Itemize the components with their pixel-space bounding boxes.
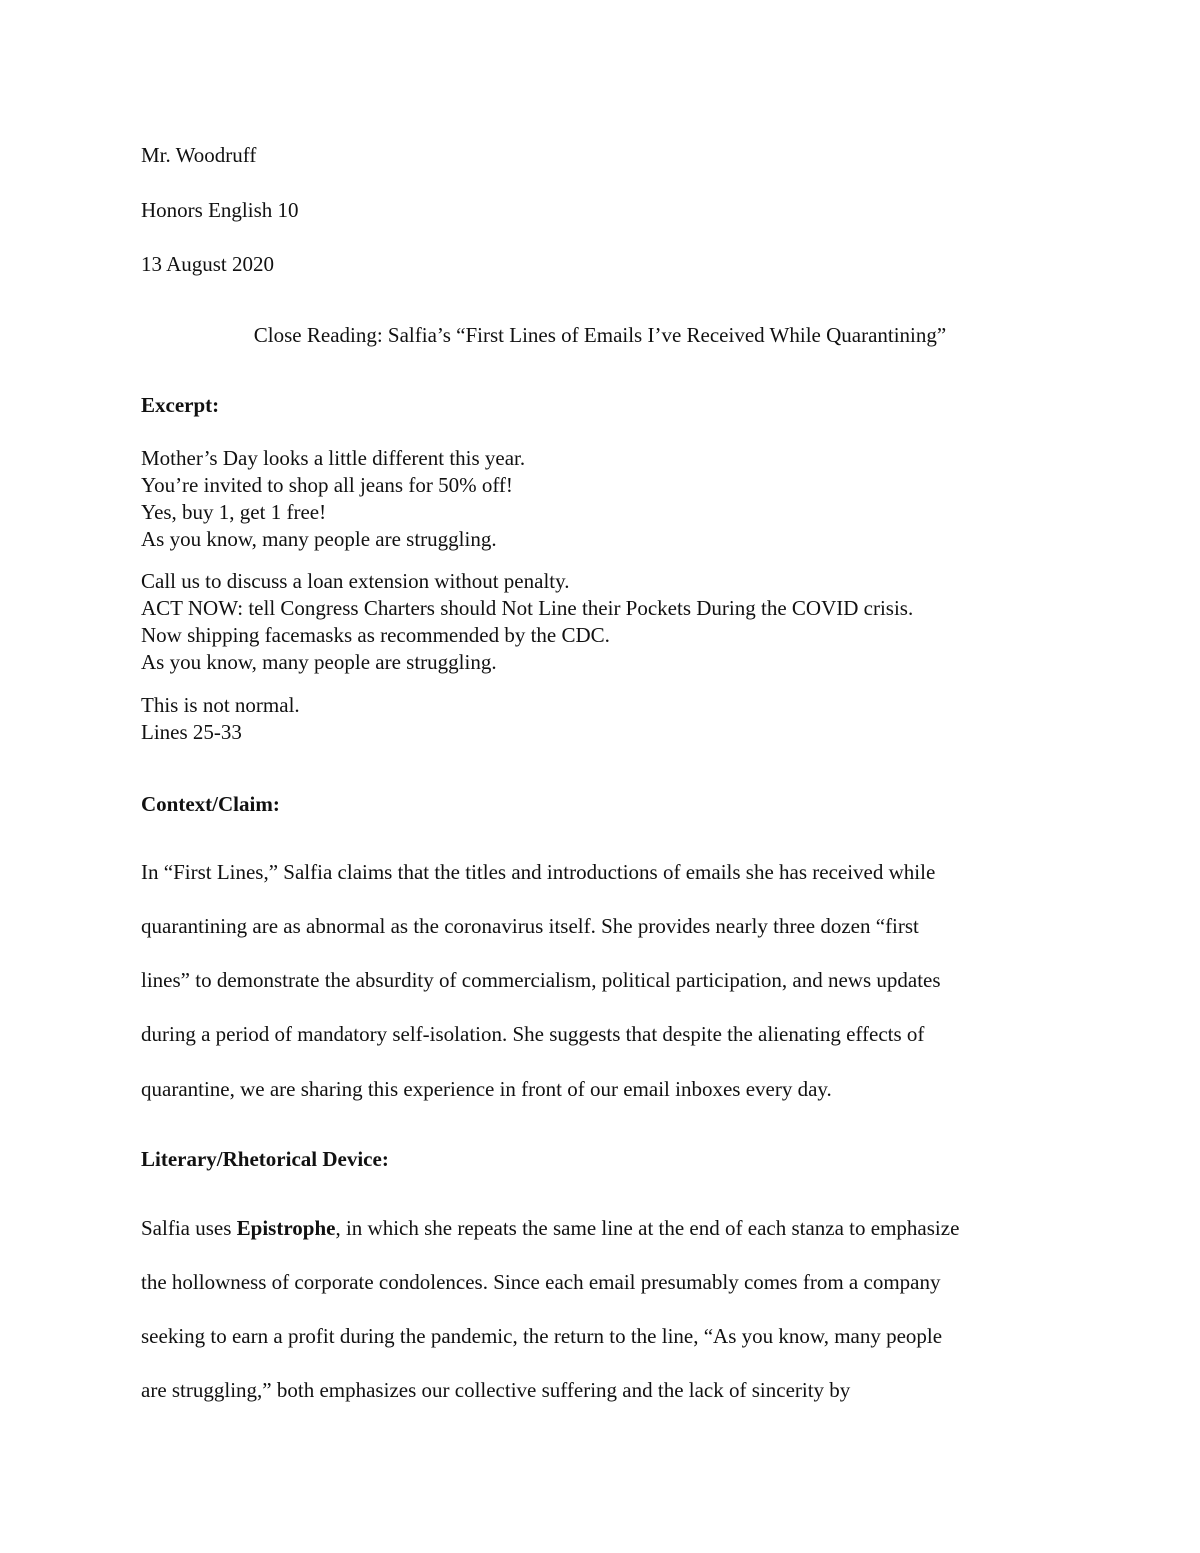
excerpt-line: Now shipping facemasks as recommended by the CDC. [141, 623, 610, 647]
device-line: the hollowness of corporate condolences. Since each email presumably comes from a company [141, 1270, 941, 1294]
excerpt-heading: Excerpt: [141, 393, 220, 417]
device-line: are struggling,” both emphasizes our collective suffering and the lack of sincerity by [141, 1378, 851, 1402]
context-heading: Context/Claim: [141, 792, 280, 816]
context-line: during a period of mandatory self-isolation. She suggests that despite the alienating effects of [141, 1022, 925, 1046]
excerpt-line: As you know, many people are struggling. [141, 527, 497, 551]
excerpt-line: Mother’s Day looks a little different this year. [141, 446, 526, 470]
page-title: Close Reading: Salfia’s “First Lines of Emails I’ve Received While Quarantining” [253, 323, 947, 347]
device-heading: Literary/Rhetorical Device: [141, 1147, 389, 1171]
device-line-suffix: , in which she repeats the same line at the end of each stanza to emphasize [335, 1216, 960, 1240]
document-date: 13 August 2020 [141, 252, 275, 276]
excerpt-line: Call us to discuss a loan extension without penalty. [141, 569, 570, 593]
excerpt-line: This is not normal. [141, 693, 300, 717]
course-name: Honors English 10 [141, 198, 299, 222]
device-term: Epistrophe [236, 1216, 336, 1240]
excerpt-line-reference: Lines 25-33 [141, 720, 242, 744]
device-line: seeking to earn a profit during the pandemic, the return to the line, “As you know, many people [141, 1324, 943, 1348]
device-line [141, 1215, 959, 1242]
excerpt-line: Yes, buy 1, get 1 free! [141, 500, 327, 524]
excerpt-line: As you know, many people are struggling. [141, 650, 497, 674]
context-line: quarantining are as abnormal as the coronavirus itself. She provides nearly three dozen “first [141, 914, 919, 938]
device-line-prefix: Salfia uses [141, 1216, 237, 1240]
context-line: lines” to demonstrate the absurdity of commercialism, political participation, and news updates [141, 968, 941, 992]
excerpt-line: ACT NOW: tell Congress Charters should Not Line their Pockets During the COVID crisis. [141, 596, 914, 620]
context-line: In “First Lines,” Salfia claims that the titles and introductions of emails she has received while [141, 860, 936, 884]
teacher-name: Mr. Woodruff [141, 143, 257, 167]
context-line: quarantine, we are sharing this experience in front of our email inboxes every day. [141, 1077, 832, 1101]
excerpt-line: You’re invited to shop all jeans for 50% off! [141, 473, 513, 497]
